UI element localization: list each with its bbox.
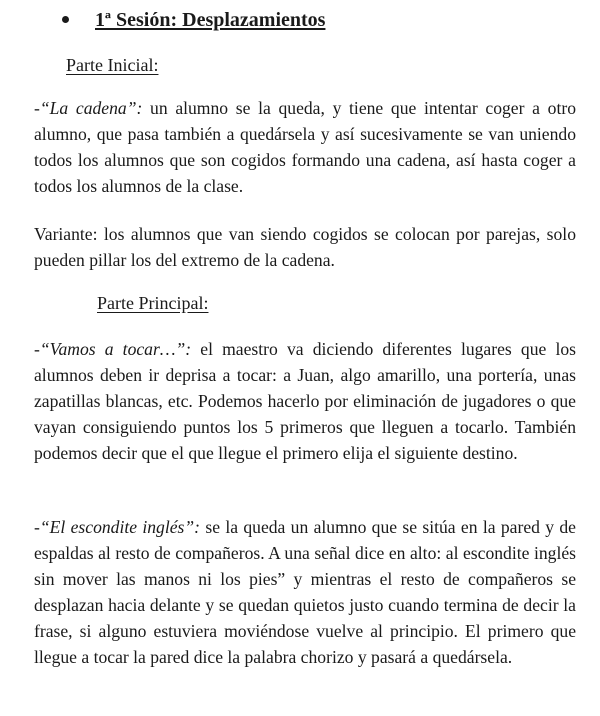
game-vamos-a-tocar — [34, 336, 576, 466]
initial-part-heading: Parte Inicial: — [66, 55, 159, 75]
session-title: 1ª Sesión: Desplazamientos — [95, 9, 326, 31]
main-part-heading: Parte Principal: — [97, 293, 209, 313]
game-la-cadena — [34, 95, 576, 199]
game-escondite-ingles-name: -“El escondite inglés”: — [34, 517, 201, 537]
game-vamos-a-tocar-text: el maestro va diciendo diferentes lugares que los alumnos deben ir deprisa a tocar: a Juan, algo amarillo, una portería, unas zapatillas blancas, etc. Podemos hacerlo por eliminación de jugadores o que vayan consiguiendo puntos los 5 primeros que lleguen a tocarlo. También podemos decir que el que llegue el primero elija el siguiente destino. — [34, 339, 576, 463]
variant-paragraph: Variante: los alumnos que van siendo cogidos se colocan por parejas, solo pueden pillar los del extremo de la cadena. — [34, 224, 576, 270]
game-escondite-ingles-text: se la queda un alumno que se sitúa en la pared y de espaldas al resto de compañeros. A una señal dice en alto: al escondite inglés sin mover las manos ni los pies” y mientras el resto de compañeros se desplazan hacia delante y se quedan quietos justo cuando termina de decir la frase, si alguno estuviera moviéndose vuelve al principio. El primero que llegue a tocar la pared dice la palabra chorizo y pasará a quedársela. — [34, 517, 576, 667]
game-la-cadena-name: -“La cadena”: — [34, 98, 143, 118]
bullet-icon — [62, 16, 69, 23]
game-vamos-a-tocar-name: -“Vamos a tocar…”: — [34, 339, 192, 359]
game-la-cadena-text: un alumno se la queda, y tiene que intentar coger a otro alumno, que pasa también a quedársela y así sucesivamente se van uniendo todos los alumnos que son cogidos formando una cadena, así hasta coger a todos los alumnos de la clase. — [34, 98, 576, 196]
session-heading — [62, 7, 325, 33]
game-escondite-ingles — [34, 514, 576, 670]
